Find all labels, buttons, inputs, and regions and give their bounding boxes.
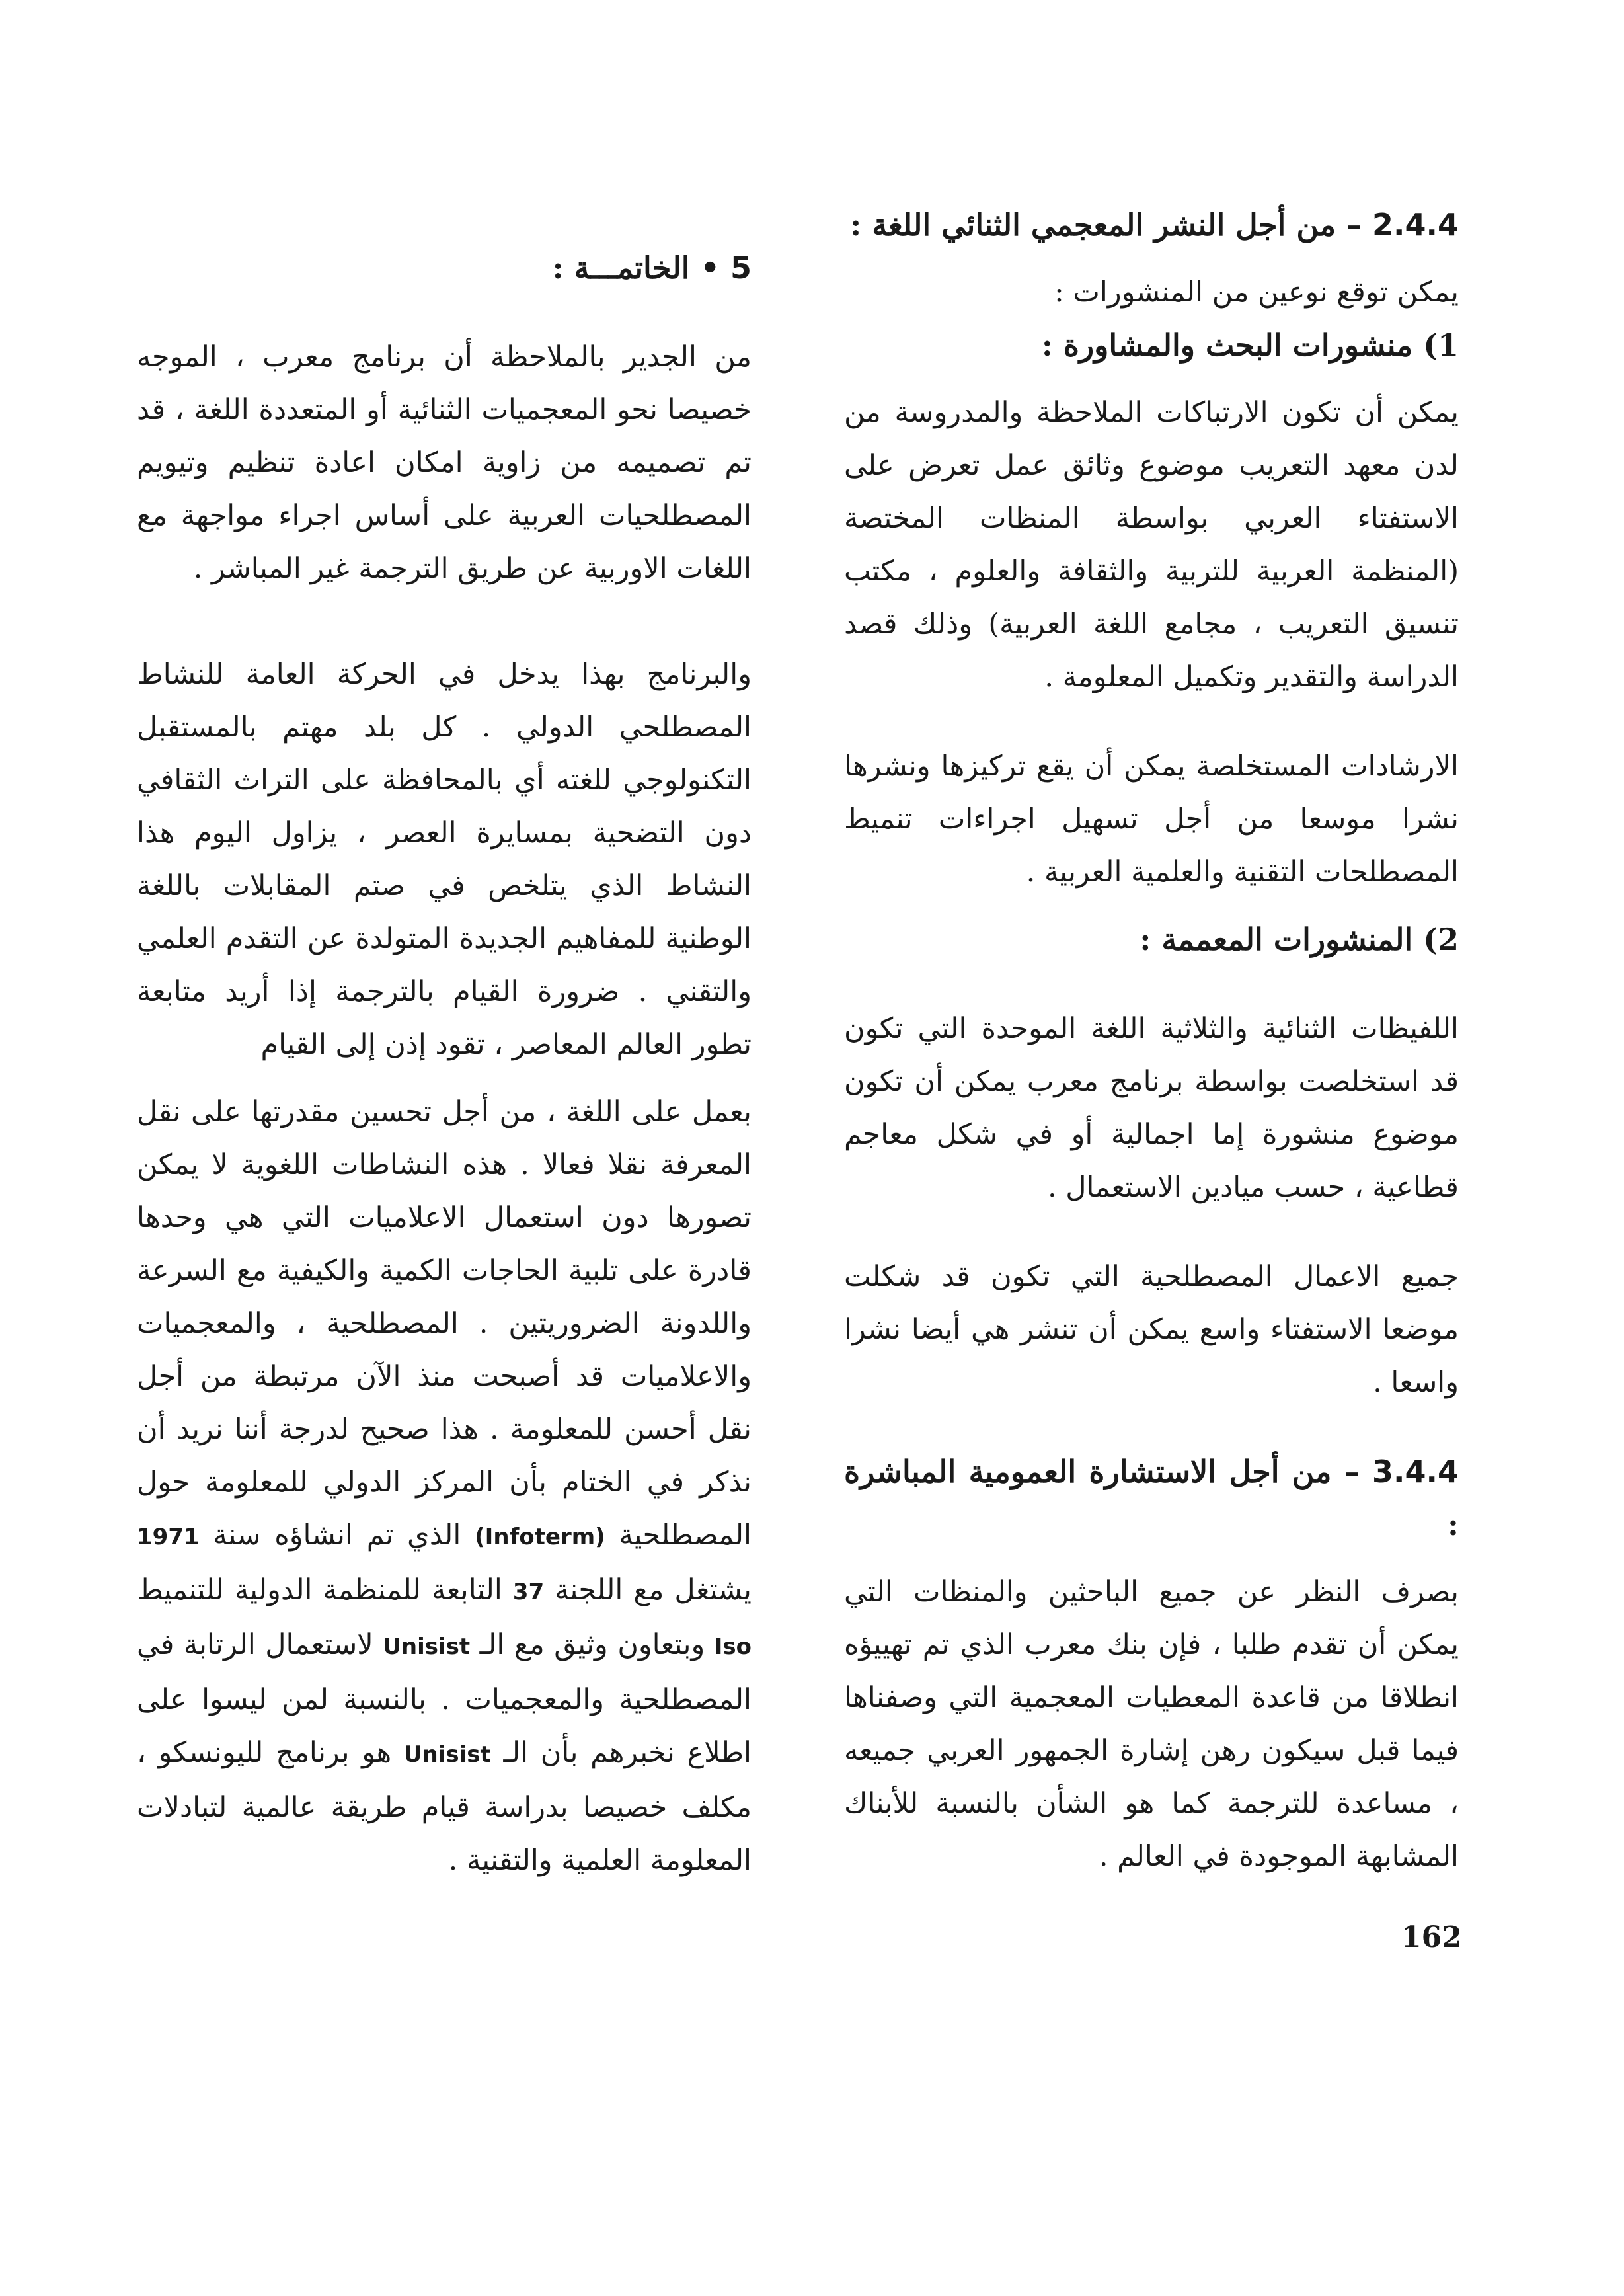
item-1-heading: 1) منشورات البحث والمشاورة : [1041,327,1459,363]
conclusion-number: 5 [730,250,752,286]
conclusion-paragraph-2: والبرنامج بهذا يدخل في الحركة العامة للنشاط المصطلحي الدولي . كل بلد مهتم بالمستقبل التكنولوجي للغته أي بالمحافظة على التراث الثقافي دون التضحية بمسايرة العصر ، يزاول اليوم هذا النشاط الذي يتلخص في صتم المقابلات باللغة الوطنية للمفاهيم الجديدة المتولدة عن التقدم العلمي والتقني . ضرورة القيام بالترجمة إذا أريد متابعة تطور العالم المعاصر ، تقود إذن إلى القيام [137,658,752,1061]
paragraph-3-part-g: هو برنامج لليونسكو ، مكلف خصيصا بدراسة قيام طريقة عالمية لتبادلات المعلومة العلمية والتقنية . [137,1736,752,1877]
section-2-4-4-number: 2.4.4 [1372,207,1459,243]
page-number: 162 [1401,1920,1462,1954]
founding-year: 1971 [137,1524,200,1550]
conclusion-title: • الخاتمـــة : [552,250,720,286]
section-3-4-4-heading [844,1445,1459,1551]
paragraph-3-part-e: وبتعاون وثيق مع الـ [479,1628,705,1661]
paragraph-3-part-a: بعمل على اللغة ، من أجل تحسين مقدرتها على نقل المعرفة نقلا فعالا . هذه النشاطات اللغوية لا يمكن تصورها دون استعمال الاعلاميات التي هي وحدها قادرة على تلبية الحاجات الكمية والكيفية مع السرعة واللدونة الضروريتين . المصطلحية ، والمعجميات والاعلاميات قد أصبحت منذ الآن مرتبطة من أجل نقل أحسن للمعلومة . هذا صحيح لدرجة أننا نريد أن نذكر في الختام بأن المركز الدولي للمعلومة حول المصطلحية [137,1095,752,1552]
section-2-4-4-heading [844,198,1459,251]
item-2-heading: 2) المنشورات المعممة : [1140,922,1459,957]
committee-number: 37 [512,1579,545,1605]
item-2-paragraph: اللفيظات الثنائية والثلاثية اللغة الموحدة التي تكون قد استخلصت بواسطة برنامج معرب يمكن أن تكون موضوع منشورة إما اجمالية أو في شكل معاجم قطاعية ، حسب ميادين الاستعمال . [844,1012,1459,1204]
publications-intro: يمكن توقع نوعين من المنشورات : [1054,276,1459,309]
paragraph-3-part-b: الذي تم انشاؤه سنة [213,1519,461,1552]
conclusion-heading [137,241,752,294]
iso-label: Iso [714,1634,752,1660]
conclusion-paragraph-1: من الجدير بالملاحظة أن برنامج معرب ، الموجه خصيصا نحو المعجميات الثنائية أو المتعددة اللغة ، قد تم تصميمه من زاوية امكان اعادة تنظيم وتيويم المصطلحيات العربية على أساس اجراء مواجهة مع اللغات الاوربية عن طريق الترجمة غير المباشر . [137,340,752,585]
item-1-paragraph: يمكن أن تكون الارتباكات الملاحظة والمدروسة من لدن معهد التعريب موضوع وثائق عمل تعرض على الاستفتاء العربي بواسطة المنظات المختصة (المنظمة العربية للتربية والثقافة والعلوم ، مكتب تنسيق التعريب ، مجامع اللغة العربية) وذلك قصد الدراسة والتقدير وتكميل المعلومة . [844,396,1459,693]
unisist-label-2: Unisist [403,1741,491,1768]
section-3-4-4-number: 3.4.4 [1372,1454,1459,1489]
section-3-4-4-title: – من أجل الاستشارة العمومية المباشرة : [844,1454,1459,1542]
paragraph-3-part-f: لاستعمال الرتابة في المصطلحية والمعجميات . بالنسبة لمن ليسوا على اطلاع نخبرهم بأن الـ [137,1628,752,1769]
right-column [844,198,1459,1883]
infoterm-label: (Infoterm) [475,1524,605,1550]
paragraph-3-part-c: يشتغل مع اللجنة [555,1573,752,1606]
left-column [137,198,752,1887]
conclusion-paragraph-3 [137,1086,752,1887]
unisist-label-1: Unisist [383,1634,471,1660]
section-3-4-4-paragraph: بصرف النظر عن جميع الباحثين والمنظات التي يمكن أن تقدم طلبا ، فإن بنك معرب الذي تم تهييؤه انطلاقا من قاعدة المعطيات المعجمية التي وصفناها فيما قبل سيكون رهن إشارة الجمهور العربي جميعه ، مساعدة للترجمة كما هو الشأن بالنسبة للأبناك المشابهة الموجودة في العالم . [844,1575,1459,1873]
paragraph-3-part-d: التابعة للمنظمة الدولية للتنميط [137,1573,502,1606]
section-2-4-4-title: – من أجل النشر المعجمي الثنائي اللغة : [850,207,1362,243]
item-1-paragraph-2: الارشادات المستخلصة يمكن أن يقع تركيزها ونشرها نشرا موسعا من أجل تسهيل اجراءات تنميط المصطلحات التقنية والعلمية العربية . [844,750,1459,889]
item-2-paragraph-2: جميع الاعمال المصطلحية التي تكون قد شكلت موضعا الاستفتاء واسع يمكن أن تنشر هي أيضا نشرا واسعا . [844,1260,1459,1399]
